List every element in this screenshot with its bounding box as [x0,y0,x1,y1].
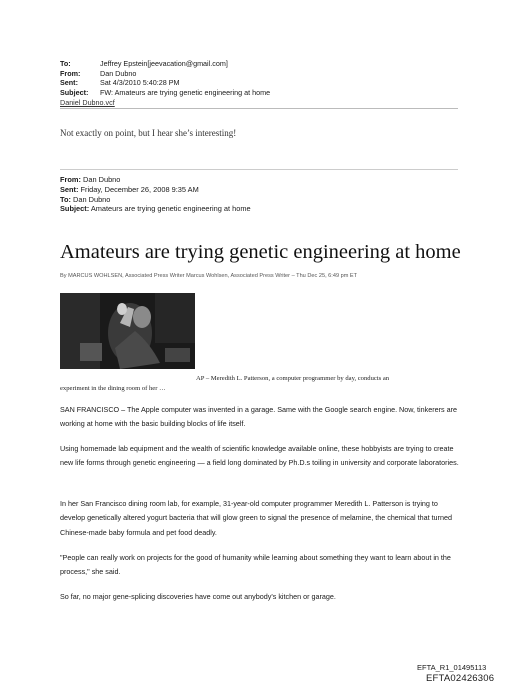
fwd-from-value: Dan Dubno [83,175,121,184]
from-label: From: [60,68,81,78]
fwd-to-label: To: [60,194,71,204]
to-row [60,59,270,69]
fwd-to-value: Dan Dubno [73,194,111,204]
subject-value: FW: Amateurs are trying genetic engineering at home [100,87,271,97]
article-paragraph-4: "People can really work on projects for the good of humanity while learning about something they want to learn about in the process," she said. [60,553,451,577]
fwd-sent-value: Friday, December 26, 2008 9:35 AM [80,184,199,194]
article-byline: By MARCUS WOHLSEN, Associated Press Writer Marcus Wohlsen, Associated Press Writer – Thu Dec 25, 6:49 pm ET [60,273,358,279]
to-value: Jeffrey Epstein[jeevacation@gmail.com] [100,59,228,68]
article-paragraph-3: In her San Francisco dining room lab, for example, 31-year-old computer programmer Meredith L. Patterson is trying to develop genetically altered yogurt bacteria that will glow green to signal the presence of melamine, the chemical that turned Chinese-made baby formula and pet food deadly. [60,499,452,537]
forward-divider [60,169,458,170]
fwd-from-row [60,175,251,185]
fwd-subject-label: Subject: [60,204,90,214]
from-row [60,69,270,79]
to-label: To: [60,59,71,68]
attachment-link[interactable]: Daniel Dubno.vcf [60,98,115,107]
subject-row [60,88,270,98]
fwd-sent-row [60,185,251,195]
forwarded-header [60,175,251,214]
email-header [60,59,270,97]
caption-line-2: experiment in the dining room of her … [60,385,166,392]
bates-number-1: EFTA_R1_01495113 [417,663,487,672]
fwd-subject-row [60,204,251,214]
fwd-subject-value: Amateurs are trying genetic engineering at home [90,204,251,214]
caption-line-1: AP – Meredith L. Patterson, a computer programmer by day, conducts an [196,375,390,382]
article-headline: Amateurs are trying genetic engineering at home [60,241,461,263]
article-paragraph-5: So far, no major gene-splicing discoveries have come out anybody's kitchen or garage. [60,592,336,601]
forward-note: Not exactly on point, but I hear she’s interesting! [60,128,237,138]
fwd-to-row [60,195,251,205]
sent-row [60,78,270,88]
subject-label: Subject: [60,87,89,97]
from-value: Dan Dubno [100,68,137,78]
article-paragraph-2: Using homemade lab equipment and the wealth of scientific knowledge available online, these hobbyists are trying to create new life forms through genetic engineering — a field long dominated by Ph.D.s toiling in university and corporate laboratories. [60,444,459,468]
fwd-sent-label: Sent: [60,184,79,194]
article-paragraph-1: SAN FRANCISCO – The Apple computer was invented in a garage. Same with the Google search engine. Now, tinkerers are working at home with the basic building blocks of life itself. [60,405,457,429]
article-photo [60,293,195,369]
fwd-from-label: From: [60,175,81,184]
sent-value: Sat 4/3/2010 5:40:28 PM [100,78,180,88]
header-divider [60,108,458,109]
sent-label: Sent: [60,78,78,88]
bates-number-2: EFTA02426306 [426,673,495,684]
photo-illustration [60,293,195,369]
